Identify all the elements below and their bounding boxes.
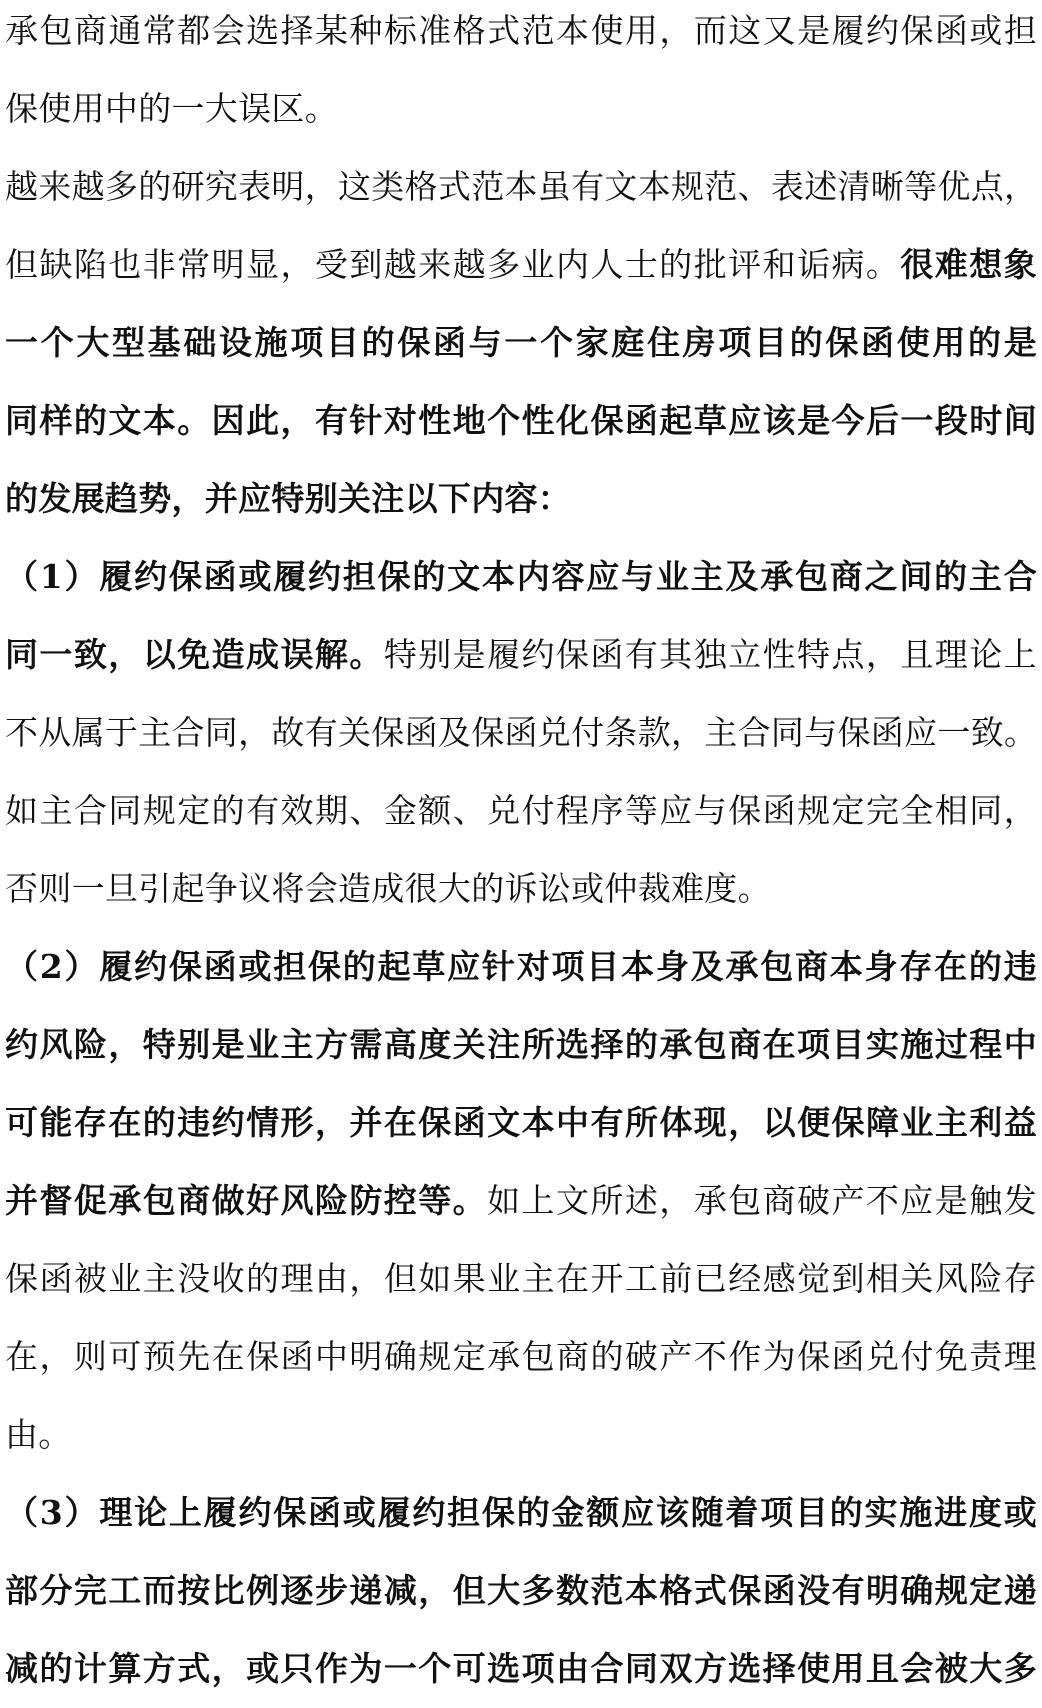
text-line xyxy=(5,694,1037,772)
text-line xyxy=(5,0,1037,70)
bold-text-segment: 同一致，以免造成误解。 xyxy=(5,635,384,674)
text-line xyxy=(5,1240,1037,1318)
bold-text-segment: 并督促承包商做好风险防控等。 xyxy=(5,1181,488,1220)
text-line xyxy=(5,70,1037,148)
bold-text-segment: 可能存在的违约情形，并在保函文本中有所体现，以便保障业主利益 xyxy=(5,1103,1037,1142)
bold-text-segment: 一个大型基础设施项目的保函与一个家庭住房项目的保函使用的是 xyxy=(5,323,1037,362)
text-line xyxy=(5,226,1037,304)
text-segment: 由。 xyxy=(5,1415,72,1454)
text-segment: 但缺陷也非常明显，受到越来越多业内人士的批评和诟病。 xyxy=(5,245,901,284)
bold-text-segment: （1）履约保函或履约担保的文本内容应与业主及承包商之间的主合 xyxy=(5,557,1037,596)
bold-text-segment: 同样的文本。因此，有针对性地个性化保函起草应该是今后一段时间 xyxy=(5,401,1037,440)
text-line xyxy=(5,1318,1037,1396)
text-line xyxy=(5,616,1037,694)
text-segment: 保使用中的一大误区。 xyxy=(5,89,338,128)
bold-text-segment: 约风险，特别是业主方需高度关注所选择的承包商在项目实施过程中 xyxy=(5,1025,1037,1064)
text-line xyxy=(5,928,1037,1006)
bold-text-segment: （2）履约保函或担保的起草应针对项目本身及承包商本身存在的违 xyxy=(5,947,1037,986)
text-line xyxy=(5,538,1037,616)
text-line xyxy=(5,1474,1037,1552)
bold-text-segment: 很难想象 xyxy=(900,245,1037,284)
text-line xyxy=(5,1630,1037,1708)
text-segment: 越来越多的研究表明，这类格式范本虽有文本规范、表述清晰等优点， xyxy=(5,167,1038,206)
text-segment: 保函被业主没收的理由，但如果业主在开工前已经感觉到相关风险存 xyxy=(5,1259,1037,1298)
bold-text-segment: 的发展趋势，并应特别关注以下内容： xyxy=(5,479,572,518)
document-page xyxy=(5,0,1037,1708)
text-line xyxy=(5,460,1037,538)
text-line xyxy=(5,1084,1037,1162)
text-line xyxy=(5,772,1037,850)
text-line xyxy=(5,850,1037,928)
bold-text-segment: （3）理论上履约保函或履约担保的金额应该随着项目的实施进度或 xyxy=(5,1493,1037,1532)
text-line xyxy=(5,304,1037,382)
text-segment: 承包商通常都会选择某种标准格式范本使用，而这又是履约保函或担 xyxy=(5,11,1037,50)
text-segment: 在，则可预先在保函中明确规定承包商的破产不作为保函兑付免责理 xyxy=(5,1337,1037,1376)
bold-text-segment: 部分完工而按比例逐步递减，但大多数范本格式保函没有明确规定递 xyxy=(5,1571,1037,1610)
text-line xyxy=(5,1162,1037,1240)
text-line xyxy=(5,148,1037,226)
text-segment: 不从属于主合同，故有关保函及保函兑付条款，主合同与保函应一致。 xyxy=(5,713,1038,752)
text-segment: 特别是履约保函有其独立性特点，且理论上 xyxy=(383,635,1037,674)
text-line xyxy=(5,1552,1037,1630)
bold-text-segment: 减的计算方式，或只作为一个可选项由合同双方选择使用且会被大多 xyxy=(5,1649,1037,1688)
text-segment: 如上文所述，承包商破产不应是触发 xyxy=(487,1181,1037,1220)
text-segment: 否则一旦引起争议将会造成很大的诉讼或仲裁难度。 xyxy=(5,869,771,908)
text-line xyxy=(5,1006,1037,1084)
text-line xyxy=(5,1396,1037,1474)
text-line xyxy=(5,382,1037,460)
text-segment: 如主合同规定的有效期、金额、兑付程序等应与保函规定完全相同， xyxy=(5,791,1037,830)
